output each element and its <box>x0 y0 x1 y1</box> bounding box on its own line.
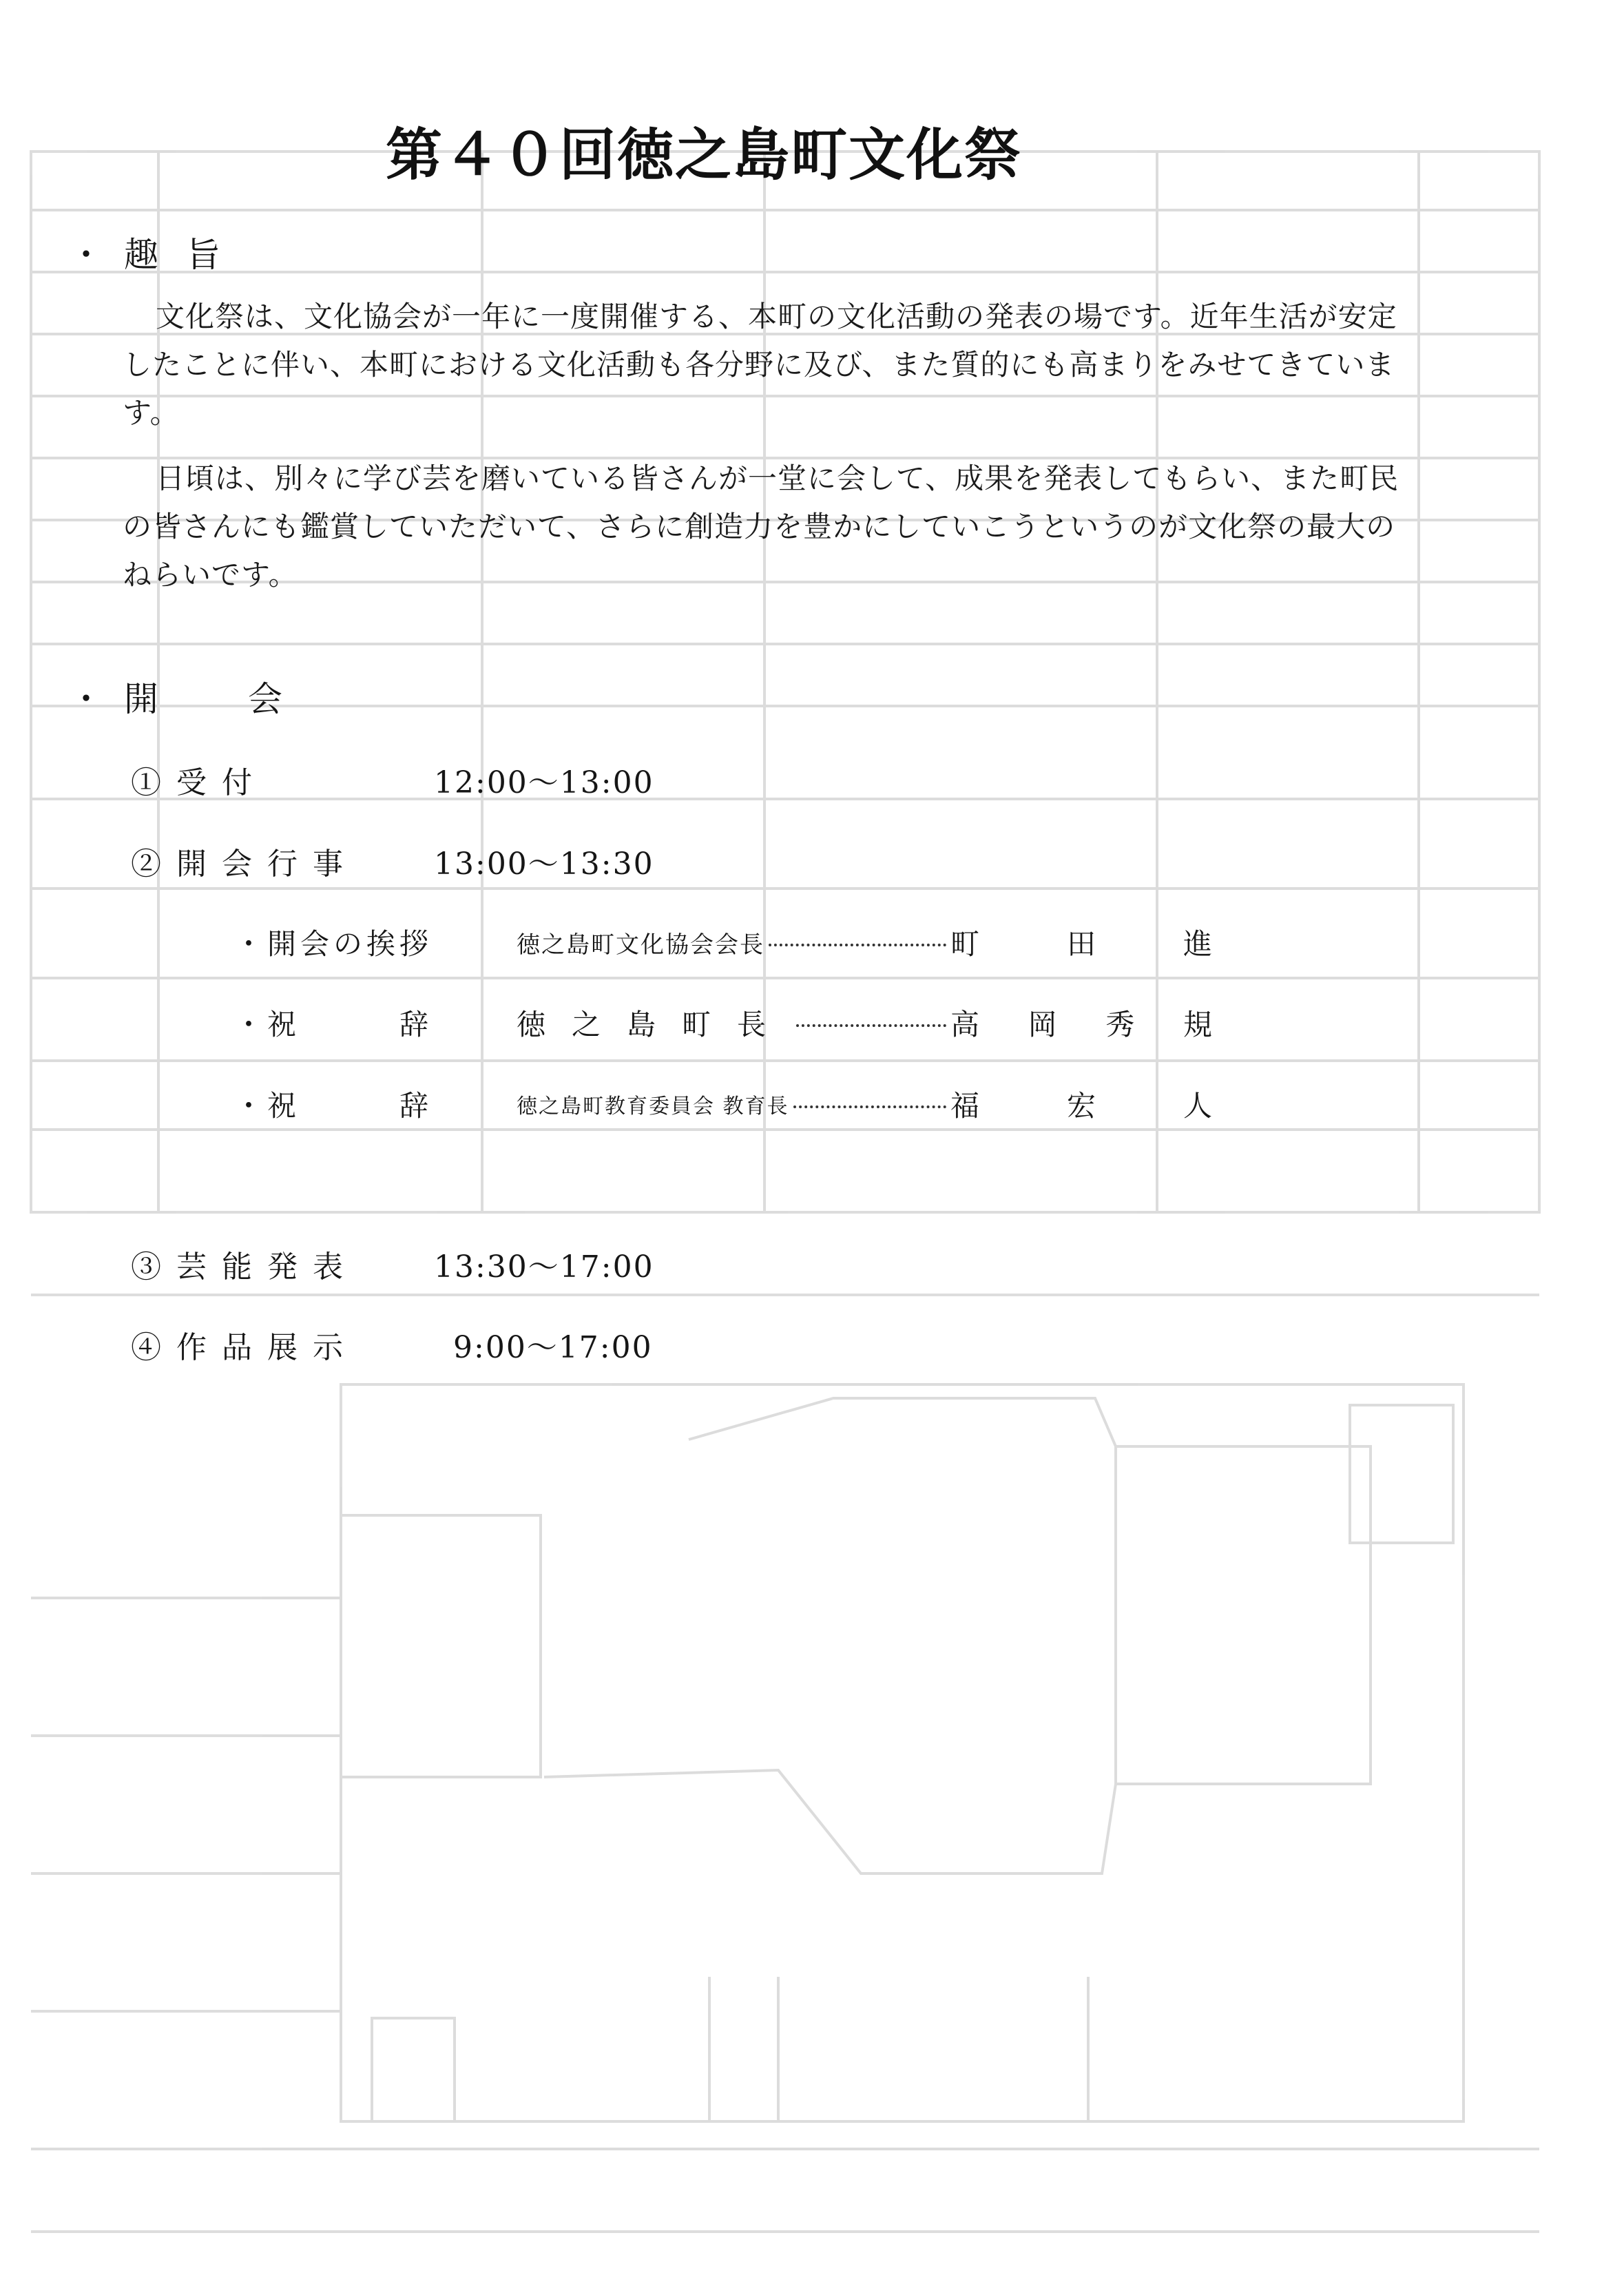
schedule-item-opening-ceremony <box>131 839 654 883</box>
greeting-name-part: 町 <box>950 927 980 961</box>
opening-bullet: ・ <box>69 679 103 719</box>
greeting-label: ・開会の挨拶 <box>234 927 433 961</box>
greeting-name-part: 田 <box>1066 927 1096 961</box>
schedule-item-label: ④作品展示 <box>131 1330 358 1365</box>
schedule-item-time: 9:00～17:00 <box>453 1330 653 1365</box>
greeting-role: 徳之島町文化協会会長 <box>517 931 764 959</box>
greeting-name-part: 進 <box>1183 927 1212 961</box>
greeting-role: 徳之島町長 <box>517 1008 793 1041</box>
schedule-item-exhibition <box>131 1322 653 1367</box>
greeting-label: ・祝 辞 <box>234 1089 433 1123</box>
greeting-name-part: 人 <box>1183 1089 1212 1123</box>
schedule-item-label: ②開会行事 <box>131 847 358 882</box>
schedule-item-reception <box>131 758 654 802</box>
opening-heading <box>69 672 372 721</box>
schedule-item-label: ③芸能発表 <box>131 1249 358 1285</box>
purpose-heading <box>69 227 248 277</box>
leader-dots <box>769 944 946 946</box>
greeting-role: 徳之島町教育委員会 教育長 <box>517 1094 789 1119</box>
opening-heading-text: 開会 <box>124 679 372 719</box>
greeting-name-part: 秀 <box>1105 1008 1135 1041</box>
greeting-name-part: 岡 <box>1028 1008 1057 1041</box>
schedule-item-time: 13:00～13:30 <box>434 847 654 882</box>
leader-dots <box>796 1024 946 1027</box>
purpose-paragraph-2: 日頃は、別々に学び芸を磨いている皆さんが一堂に会して、成果を発表してもらい、また町民の皆さんにも鑑賞していただいて、さらに創造力を豊かにしていこうというのが文化祭の最大のねらいです。 <box>123 461 1399 592</box>
schedule-item-time: 12:00～13:00 <box>434 765 654 800</box>
greeting-row-opening-address <box>234 922 1212 963</box>
greeting-name <box>950 1002 1212 1043</box>
purpose-bullet: ・ <box>69 235 103 275</box>
greeting-row-mayor <box>234 1002 1212 1043</box>
greeting-label: ・祝 辞 <box>234 1008 433 1041</box>
greeting-name-part: 宏 <box>1066 1089 1096 1123</box>
greeting-name <box>950 1083 1212 1125</box>
greeting-name-part: 福 <box>950 1089 980 1123</box>
leader-dots <box>793 1105 946 1108</box>
purpose-heading-text: 趣旨 <box>124 235 248 275</box>
greeting-name <box>950 922 1212 963</box>
schedule-item-label: ①受付 <box>131 765 267 800</box>
schedule-item-performances <box>131 1242 654 1286</box>
schedule-item-time: 13:30～17:00 <box>434 1249 654 1285</box>
greeting-name-part: 高 <box>950 1008 980 1041</box>
greeting-row-superintendent <box>234 1083 1212 1125</box>
purpose-paragraph-1: 文化祭は、文化協会が一年に一度開催する、本町の文化活動の発表の場です。近年生活が安定したことに伴い、本町における文化活動も各分野に及び、また質的にも高まりをみせてきています。 <box>123 300 1397 430</box>
page-title: 第４０回徳之島町文化祭 <box>386 123 1023 188</box>
greeting-name-part: 規 <box>1183 1008 1212 1041</box>
